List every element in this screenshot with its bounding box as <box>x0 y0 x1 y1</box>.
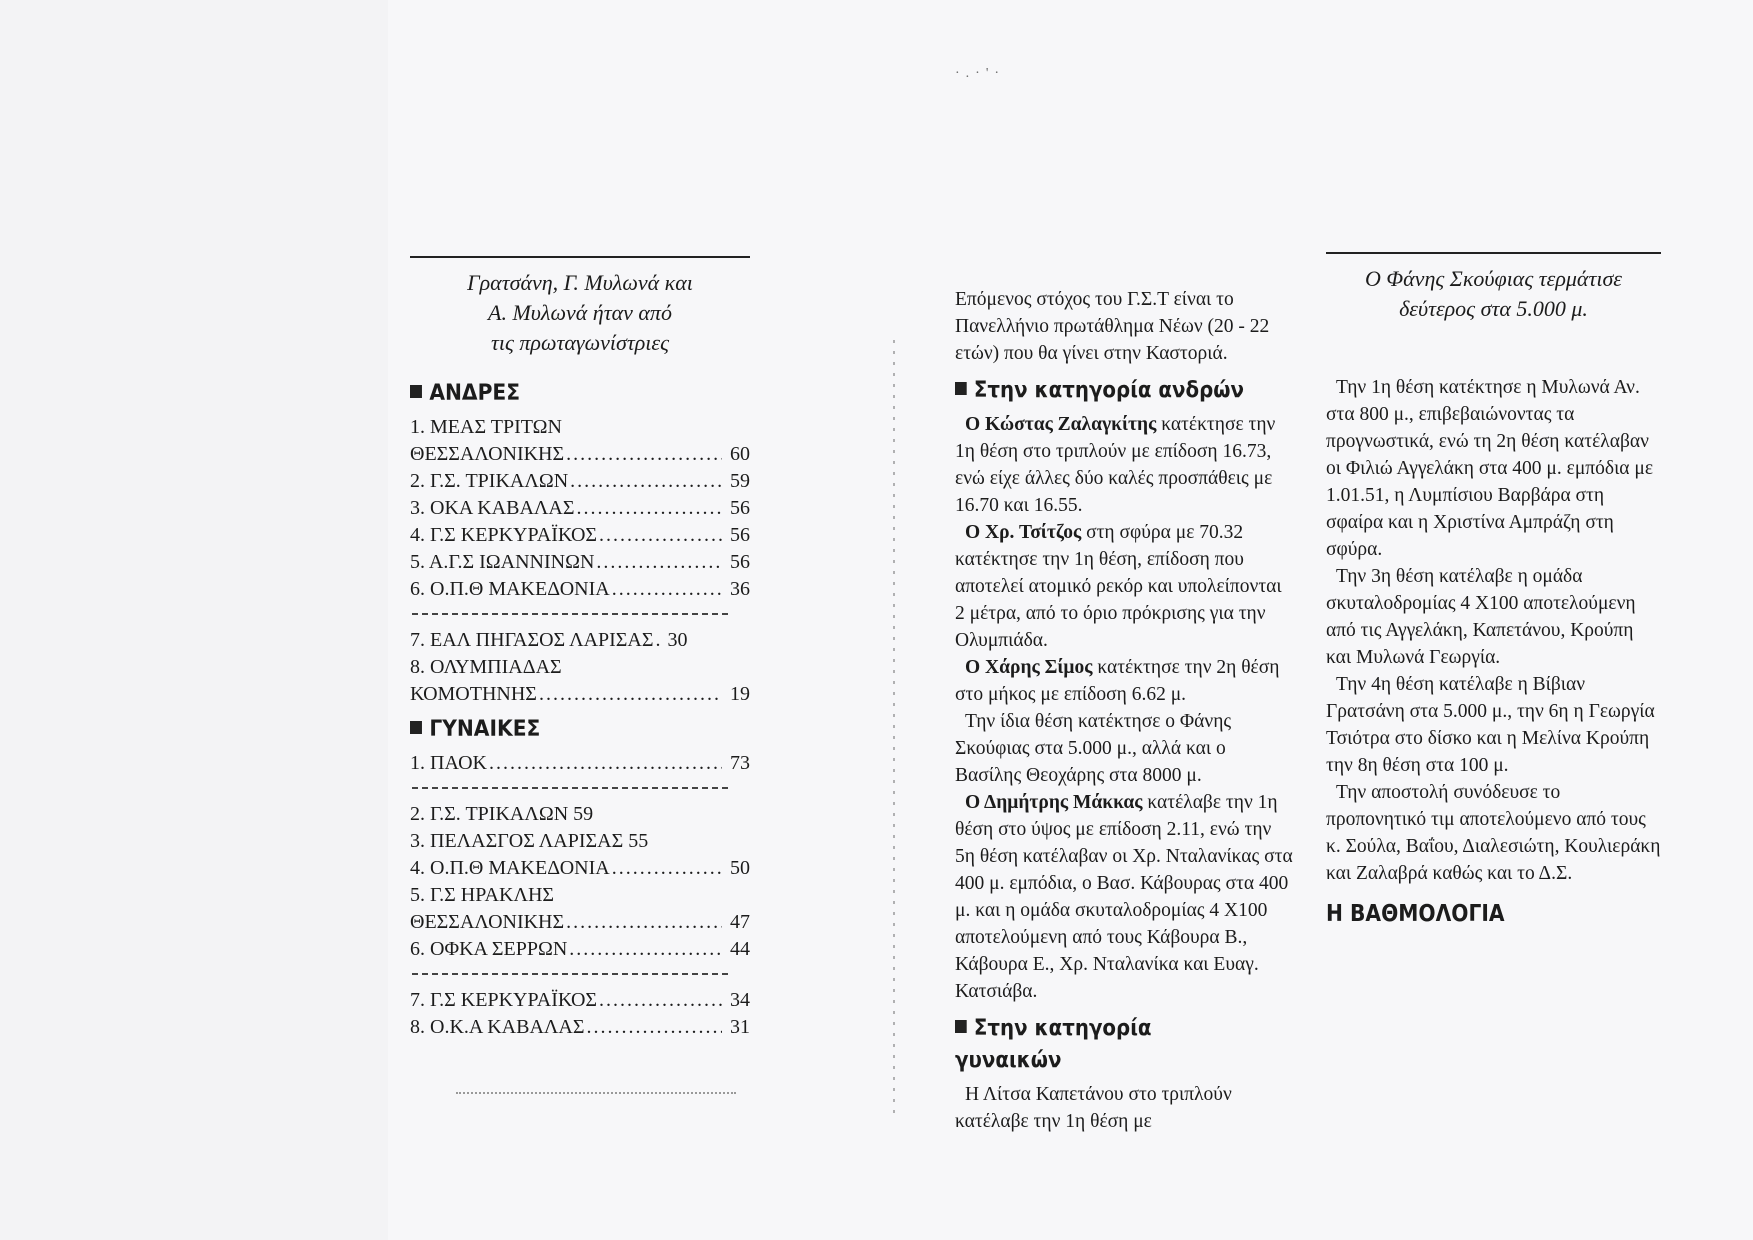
women-heading: ΓΥΝΑΙΚΕΣ <box>410 716 723 744</box>
standings-heading: Η ΒΑΘΜΟΛΟΓΙΑ <box>1326 901 1505 927</box>
list-item: 8. Ο.Κ.Α ΚΑΒΑΛΑΣ ..... 31 <box>410 1014 750 1041</box>
standings-column <box>410 256 750 1041</box>
column-divider <box>893 340 895 1120</box>
list-item: ΚΟΜΟΤΗΝΗΣ ..... 19 <box>410 681 750 708</box>
women-standings-list <box>410 750 750 1041</box>
men-heading: ΑΝΔΡΕΣ <box>410 380 723 408</box>
paragraph: Ο Δημήτρης Μάκκας κατέλαβε την 1η θέση στο ύψος με επίδοση 2.11, ενώ την 5η θέση κατέλαβαν οι Χρ. Νταλανίκας στα 400 μ. εμπόδια, ο Βασ. Κάβουρας στα 400 μ. και η ομάδα σκυταλοδρομίας 4 Χ100 αποτελούμενη από τους Κάβουρα Β., Κάβουρα Ε., Χρ. Νταλανίκα και Ευαγ. Κατσιάβα. <box>955 792 1293 1002</box>
standings-subheading: Γρατσάνη, Γ. Μυλωνά και Α. Μυλωνά ήταν από τις πρωταγωνίστριες <box>467 270 693 355</box>
paragraph: Ο Κώστας Ζαλαγκίτης κατέκτησε την 1η θέση στο τριπλούν με επίδοση 16.73, ενώ είχε άλλες δύο καλές προσπάθεις με 16.70 και 16.55. <box>955 414 1276 516</box>
list-item: ΘΕΣΣΑΛΟΝΙΚΗΣ ..... 60 <box>410 441 750 468</box>
top-rule <box>1326 252 1661 254</box>
list-item: 2. Γ.Σ. ΤΡΙΚΑΛΩΝ ..... 59 <box>410 468 750 495</box>
list-item: 1. ΜΕΑΣ ΤΡΙΤΩΝ <box>410 416 562 438</box>
square-bullet-icon <box>410 385 422 398</box>
article-column-2 <box>955 286 1295 1135</box>
scan-artifact <box>456 1092 736 1094</box>
men-standings-list <box>410 414 750 708</box>
intro-paragraph: Επόμενος στόχος του Γ.Σ.Τ είναι το Πανελλήνιο πρωτάθλημα Νέων (20 - 22 ετών) που θα γίνει στην Καστοριά. <box>955 289 1270 364</box>
promotion-divider <box>412 787 728 789</box>
article-subheading: Ο Φάνης Σκούφιας τερμάτισε δεύτερος στα 5.000 μ. <box>1365 266 1622 321</box>
list-item: 7. ΕΑΛ ΠΗΓΑΣΟΣ ΛΑΡΙΣΑΣ ..... 30 <box>410 627 750 654</box>
top-rule <box>410 256 750 258</box>
list-item: 5. Γ.Σ ΗΡΑΚΛΗΣ <box>410 884 555 906</box>
scan-specks: ·.·'· <box>955 66 1006 81</box>
paragraph: Την αποστολή συνόδευσε το προπονητικό τιμ αποτελούμενο από τους κ. Σούλα, Βαΐου, Διαλεσιώτη, Κουλιεράκη και Ζαλαβρά καθώς και το Δ.Σ. <box>1326 782 1661 884</box>
list-item: 3. ΟΚΑ ΚΑΒΑΛΑΣ ..... 56 <box>410 495 750 522</box>
list-item: 2. Γ.Σ. ΤΡΙΚΑΛΩΝ 59 <box>410 803 594 825</box>
men-category-heading: Στην κατηγορία ανδρών <box>955 375 1261 407</box>
paragraph: Την ίδια θέση κατέκτησε ο Φάνης Σκούφιας στα 5.000 μ., αλλά και ο Βασίλης Θεοχάρης στα 8000 μ. <box>955 711 1232 786</box>
paragraph: Ο Χρ. Τσίτζος στη σφύρα με 70.32 κατέκτησε την 1η θέση, επίδοση που αποτελεί ατομικό ρεκόρ και υπολείπονται 2 μέτρα, από το όριο πρόκρισης για την Ολυμπιάδα. <box>955 522 1282 651</box>
list-item: 4. Ο.Π.Θ ΜΑΚΕΔΟΝΙΑ ..... 50 <box>410 855 750 882</box>
article-column-3 <box>1326 252 1661 929</box>
paragraph: Την 4η θέση κατέλαβε η Βίβιαν Γρατσάνη στα 5.000 μ., την 6η η Γεωργία Τσιότρα στο δίσκο και η Μελίνα Κρούπη την 8η θέση στα 100 μ. <box>1326 674 1655 776</box>
women-category-heading: Στην κατηγορία γυναικών <box>955 1016 1152 1073</box>
paragraph: Την 3η θέση κατέλαβε η ομάδα σκυταλοδρομίας 4 Χ100 αποτελούμενη από τις Αγγελάκη, Καπετάνου, Κρούπη και Μυλωνά Γεωργία. <box>1326 566 1636 668</box>
list-item: 8. ΟΛΥΜΠΙΑΔΑΣ <box>410 656 562 678</box>
list-item: 1. ΠΑΟΚ ..... 73 <box>410 750 750 777</box>
list-item: 6. ΟΦΚΑ ΣΕΡΡΩΝ ..... 44 <box>410 936 750 963</box>
list-item: 7. Γ.Σ ΚΕΡΚΥΡΑΪΚΟΣ ..... 34 <box>410 987 750 1014</box>
relegation-divider <box>412 613 728 615</box>
list-item: ΘΕΣΣΑΛΟΝΙΚΗΣ ..... 47 <box>410 909 750 936</box>
square-bullet-icon <box>410 721 422 734</box>
paragraph: Η Λίτσα Καπετάνου στο τριπλούν κατέλαβε την 1η θέση με <box>955 1084 1232 1132</box>
list-item: 4. Γ.Σ ΚΕΡΚΥΡΑΪΚΟΣ ..... 56 <box>410 522 750 549</box>
list-item: 5. Α.Γ.Σ ΙΩΑΝΝΙΝΩΝ ..... 56 <box>410 549 750 576</box>
paragraph: Την 1η θέση κατέκτησε η Μυλωνά Αν. στα 800 μ., επιβεβαιώνοντας τα προγνωστικά, ενώ τη 2η θέση κατέλαβαν οι Φιλιώ Αγγελάκη στα 400 μ. εμπόδια με 1.01.51, η Λυμπίσιου Βαρβάρα στη σφαίρα και η Χριστίνα Αμπράζη στη σφύρα. <box>1326 377 1654 560</box>
relegation-divider <box>412 973 728 975</box>
paragraph: Ο Χάρης Σίμος κατέκτησε την 2η θέση στο μήκος με επίδοση 6.62 μ. <box>955 657 1280 705</box>
list-item: 6. Ο.Π.Θ ΜΑΚΕΔΟΝΙΑ ..... 36 <box>410 576 750 603</box>
list-item: 3. ΠΕΛΑΣΓΟΣ ΛΑΡΙΣΑΣ 55 <box>410 830 649 852</box>
square-bullet-icon <box>955 382 967 395</box>
square-bullet-icon <box>955 1020 967 1033</box>
